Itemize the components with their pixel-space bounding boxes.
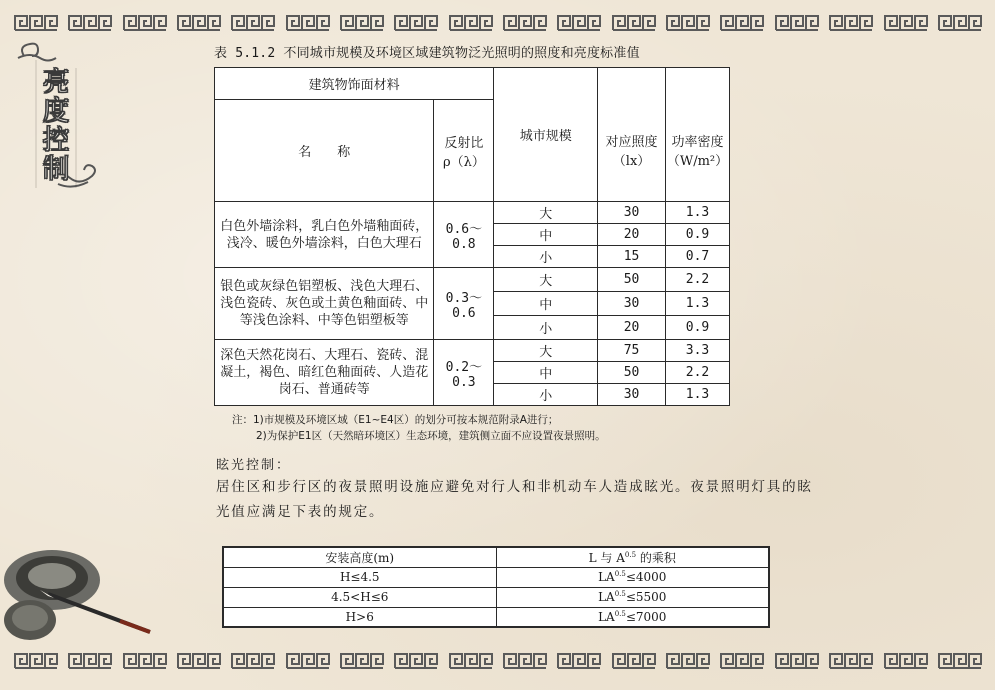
header-illuminance-unit: （lx） — [612, 154, 651, 170]
glare-table — [222, 546, 770, 628]
city-scale-cell: 小 — [494, 316, 598, 340]
illuminance-table — [214, 67, 730, 406]
greek-key-ornament-icon — [775, 15, 819, 31]
table-row — [223, 567, 769, 587]
table-row — [223, 607, 769, 627]
greek-key-ornament-icon — [666, 15, 710, 31]
greek-key-ornament-icon — [286, 15, 330, 31]
power-density-cell: 2.2 — [665, 362, 729, 384]
reflectance-cell: 0.2～0.3 — [434, 340, 494, 406]
table1-body — [215, 202, 730, 406]
note-2: 2)为保护E1区（天然暗环境区）生态环境，建筑侧立面不应设置夜景照明。 — [256, 430, 606, 442]
greek-key-ornament-icon — [938, 653, 982, 669]
greek-key-ornament-icon — [449, 653, 493, 669]
table-row — [215, 202, 730, 224]
greek-key-ornament-icon — [449, 15, 493, 31]
greek-key-ornament-icon — [177, 15, 221, 31]
greek-key-ornament-icon — [123, 653, 167, 669]
greek-key-ornament-icon — [394, 653, 438, 669]
la-post: ≤7000 — [625, 609, 667, 624]
install-height-cell: 4.5<H≤6 — [223, 587, 496, 607]
material-name-cell: 银色或灰绿色铝塑板、浅色大理石、浅色瓷砖、灰色或土黄色釉面砖、中等浅色涂料、中等色铝塑板等 — [215, 268, 434, 340]
note-1: 注：1)市规模及环境区域（E1~E4区）的划分可按本规范附录A进行； — [232, 414, 559, 426]
greek-key-ornament-icon — [231, 15, 275, 31]
power-density-cell: 3.3 — [665, 340, 729, 362]
top-border — [14, 14, 982, 32]
city-scale-cell: 中 — [494, 362, 598, 384]
title-char: 度 — [42, 96, 70, 127]
power-density-cell: 1.3 — [665, 202, 729, 224]
greek-key-ornament-icon — [68, 653, 112, 669]
header-power-density-label: 功率密度 — [671, 135, 724, 151]
header-name: 名 称 — [215, 100, 434, 202]
header-power-density — [665, 100, 729, 202]
table2-body — [223, 567, 769, 627]
la-product-cell — [496, 587, 769, 607]
city-scale-cell: 中 — [494, 292, 598, 316]
header-reflectance-label: 反射比 — [444, 135, 484, 151]
material-name-cell: 深色天然花岗石、大理石、瓷砖、混凝土，褐色、暗红色釉面砖、人造花岗石、普通砖等 — [215, 340, 434, 406]
table1-caption: 表 5.1.2 不同城市规模及环境区域建筑物泛光照明的照度和亮度标准值 — [214, 46, 640, 61]
glare-paragraph: 居住区和步行区的夜景照明设施应避免对行人和非机动车人造成眩光。夜景照明灯具的眩光值应满足下表的规定。 — [216, 479, 813, 520]
header-illuminance — [598, 100, 666, 202]
inkstone-brush-icon — [0, 540, 160, 650]
illuminance-cell: 15 — [598, 246, 666, 268]
install-height-cell: H≤4.5 — [223, 567, 496, 587]
greek-key-ornament-icon — [340, 15, 384, 31]
city-scale-cell: 大 — [494, 268, 598, 292]
la-pre: LA — [598, 570, 615, 584]
greek-key-ornament-icon — [775, 653, 819, 669]
power-density-cell: 1.3 — [665, 292, 729, 316]
greek-key-ornament-icon — [612, 653, 656, 669]
title-char: 亮 — [42, 67, 70, 98]
city-scale-cell: 小 — [494, 384, 598, 406]
greek-key-ornament-icon — [557, 15, 601, 31]
illuminance-cell: 50 — [598, 268, 666, 292]
material-name-cell: 白色外墙涂料，乳白色外墙釉面砖，浅冷、暖色外墙涂料，白色大理石 — [215, 202, 434, 268]
greek-key-ornament-icon — [938, 15, 982, 31]
title-char: 控 — [42, 125, 70, 156]
greek-key-ornament-icon — [829, 15, 873, 31]
city-scale-cell: 大 — [494, 202, 598, 224]
header-la-product — [496, 547, 769, 567]
greek-key-ornament-icon — [14, 653, 58, 669]
la-post: ≤5500 — [625, 590, 667, 604]
header-illuminance-label: 对应照度 — [605, 135, 658, 151]
greek-key-ornament-icon — [666, 653, 710, 669]
greek-key-ornament-icon — [720, 15, 764, 31]
greek-key-ornament-icon — [14, 15, 58, 31]
header-la-post: 的乘积 — [636, 550, 676, 565]
greek-key-ornament-icon — [503, 15, 547, 31]
greek-key-ornament-icon — [829, 653, 873, 669]
greek-key-ornament-icon — [720, 653, 764, 669]
header-blank-lux — [598, 68, 666, 100]
illuminance-cell: 75 — [598, 340, 666, 362]
la-product-cell — [496, 567, 769, 587]
illuminance-cell: 20 — [598, 224, 666, 246]
header-reflectance — [434, 100, 494, 202]
header-la-sup: 0.5 — [624, 550, 637, 559]
table-row — [223, 587, 769, 607]
install-height-cell: H>6 — [223, 607, 496, 627]
city-scale-cell: 小 — [494, 246, 598, 268]
header-la-pre: L 与 A — [588, 550, 625, 565]
illuminance-cell: 30 — [598, 384, 666, 406]
page-title — [38, 68, 74, 184]
la-pre: LA — [598, 590, 615, 604]
greek-key-ornament-icon — [340, 653, 384, 669]
reflectance-cell: 0.3～0.6 — [434, 268, 494, 340]
power-density-cell: 2.2 — [665, 268, 729, 292]
header-power-density-unit: （W/m²） — [666, 154, 729, 170]
greek-key-ornament-icon — [612, 15, 656, 31]
greek-key-ornament-icon — [286, 653, 330, 669]
illuminance-cell: 30 — [598, 202, 666, 224]
illuminance-cell: 20 — [598, 316, 666, 340]
header-city-scale: 城市规模 — [494, 68, 598, 202]
header-blank-power — [665, 68, 729, 100]
greek-key-ornament-icon — [394, 15, 438, 31]
city-scale-cell: 大 — [494, 340, 598, 362]
title-panel — [14, 38, 104, 198]
greek-key-ornament-icon — [231, 653, 275, 669]
la-post: ≤4000 — [625, 570, 667, 584]
la-sup: 0.5 — [614, 609, 626, 618]
greek-key-ornament-icon — [177, 653, 221, 669]
illuminance-cell: 30 — [598, 292, 666, 316]
greek-key-ornament-icon — [123, 15, 167, 31]
illuminance-cell: 50 — [598, 362, 666, 384]
la-sup: 0.5 — [614, 590, 626, 598]
title-char: 制 — [42, 154, 70, 185]
power-density-cell: 0.7 — [665, 246, 729, 268]
header-install-height: 安装高度(m) — [223, 547, 496, 567]
power-density-cell: 0.9 — [665, 316, 729, 340]
reflectance-cell: 0.6～0.8 — [434, 202, 494, 268]
table-row — [215, 340, 730, 362]
table1-notes — [232, 412, 606, 444]
header-material-group: 建筑物饰面材料 — [215, 68, 494, 100]
greek-key-ornament-icon — [884, 653, 928, 669]
city-scale-cell: 中 — [494, 224, 598, 246]
header-reflectance-unit: ρ（λ） — [442, 154, 485, 170]
la-product-cell — [496, 607, 769, 627]
table-row — [215, 268, 730, 292]
glare-heading: 眩光控制： — [216, 458, 292, 473]
greek-key-ornament-icon — [884, 15, 928, 31]
greek-key-ornament-icon — [557, 653, 601, 669]
la-sup: 0.5 — [614, 570, 626, 578]
bottom-border — [14, 652, 982, 670]
power-density-cell: 1.3 — [665, 384, 729, 406]
la-pre: LA — [598, 609, 615, 624]
power-density-cell: 0.9 — [665, 224, 729, 246]
greek-key-ornament-icon — [503, 653, 547, 669]
greek-key-ornament-icon — [68, 15, 112, 31]
